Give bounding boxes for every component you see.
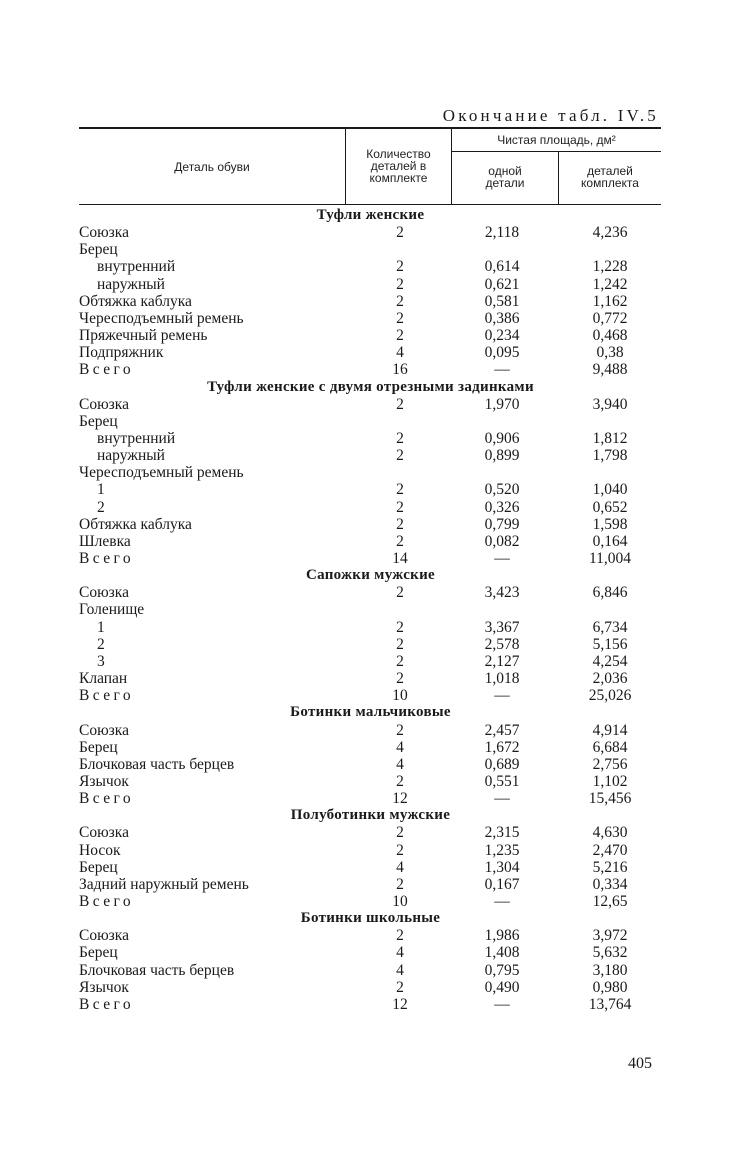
header-count-line-1: Количество [366,147,431,161]
section-heading-row [0,207,741,224]
quantity-cell: 2 [396,841,404,859]
area-set-cell: 1,040 [592,481,628,499]
area-set-cell: 6,734 [592,618,628,636]
area-one-part-cell: 1,970 [484,395,520,413]
part-name-cell: 3 [97,652,105,670]
table-row [0,842,741,859]
area-set-cell: 9,488 [592,361,628,379]
quantity-cell: 2 [396,584,404,602]
part-name-cell: Берец [79,858,118,876]
area-one-part-cell: 0,906 [484,429,520,447]
area-one-part-cell: — [494,687,510,705]
area-set-cell: 1,162 [592,292,628,310]
table-row [0,310,741,327]
table-row [0,859,741,876]
area-set-cell: 1,242 [592,275,628,293]
header-area-subrule [451,151,661,152]
quantity-cell: 2 [396,275,404,293]
area-set-cell: 1,798 [592,447,628,465]
table-row [0,773,741,790]
part-name-cell: Язычок [79,978,129,996]
part-name-cell: Берец [79,412,118,430]
header-count-line-2: деталей в [370,159,427,173]
table-row [0,739,741,756]
section-heading-row [0,567,741,584]
quantity-cell: 2 [396,515,404,533]
table-caption: Окончание табл. IV.5 [442,106,659,125]
area-set-cell: 2,470 [592,841,628,859]
area-set-cell: 1,812 [592,429,628,447]
table-row [0,722,741,739]
part-name-cell: Берец [79,944,118,962]
part-name-cell: Чересподъемный ремень [79,309,244,327]
table-row [0,413,741,430]
table-row [0,687,741,704]
area-one-part-cell: 0,082 [484,532,520,550]
section-title: Ботинки мальчиковые [290,704,451,721]
area-set-cell: 0,652 [592,498,628,516]
area-set-cell: 4,236 [592,224,628,242]
quantity-cell: 2 [396,447,404,465]
quantity-cell: 2 [396,395,404,413]
table-top-rule [79,127,661,129]
table-row [0,996,741,1013]
area-one-part-cell: 0,799 [484,515,520,533]
part-name-cell: 1 [97,481,105,499]
area-one-part-cell: 0,551 [484,772,520,790]
quantity-cell: 2 [396,721,404,739]
table-row [0,601,741,618]
table-row [0,756,741,773]
table-row [0,979,741,996]
quantity-cell: 2 [396,498,404,516]
table-row [0,499,741,516]
part-name-cell: Подпряжник [79,344,164,362]
part-name-cell: Носок [79,841,121,859]
part-name-cell: внутренний [97,258,176,276]
part-name-cell: Чересподъемный ремень [79,464,244,482]
header-set-line-2: комплекта [581,176,639,190]
part-name-cell: Союзка [79,927,129,945]
area-one-part-cell: 2,315 [484,824,520,842]
section-heading-row [0,704,741,721]
area-set-cell: 2,036 [592,670,628,687]
table-row [0,550,741,567]
quantity-cell: 12 [392,995,408,1013]
part-name-cell: Блочковая часть берцев [79,755,235,773]
area-set-cell: 6,684 [592,738,628,756]
quantity-cell: 2 [396,772,404,790]
quantity-cell: 2 [396,327,404,344]
part-name-cell: Всего [79,361,135,379]
header-one [452,165,558,189]
quantity-cell: 4 [396,961,404,979]
header-set-line-1: деталей [587,164,633,178]
table-row [0,619,741,636]
area-one-part-cell: 0,095 [484,344,520,362]
area-set-cell: 0,468 [592,327,628,344]
area-one-part-cell: — [494,790,510,808]
area-set-cell: 12,65 [592,893,628,910]
table-row [0,276,741,293]
quantity-cell: 10 [392,893,408,910]
area-one-part-cell: 0,621 [484,275,520,293]
quantity-cell: 2 [396,635,404,653]
area-set-cell: 1,102 [592,772,628,790]
header-bottom-rule [79,204,661,205]
part-name-cell: 2 [97,498,105,516]
part-name-cell: Обтяжка каблука [79,292,192,310]
part-name-cell: внутренний [97,429,176,447]
part-name-cell: Берец [79,738,118,756]
quantity-cell: 2 [396,875,404,893]
area-set-cell: 4,914 [592,721,628,739]
header-one-line-2: детали [485,176,525,190]
area-one-part-cell: 2,578 [484,635,520,653]
table-row [0,962,741,979]
section-heading-row [0,379,741,396]
table-row [0,293,741,310]
part-name-cell: Союзка [79,721,129,739]
quantity-cell: 16 [392,361,408,379]
area-one-part-cell: 3,367 [484,618,520,636]
area-set-cell: 5,156 [592,635,628,653]
table-row [0,876,741,893]
area-one-part-cell: 0,581 [484,292,520,310]
quantity-cell: 4 [396,738,404,756]
area-set-cell: 4,630 [592,824,628,842]
part-name-cell: Язычок [79,772,129,790]
area-one-part-cell: — [494,995,510,1013]
quantity-cell: 2 [396,652,404,670]
quantity-cell: 12 [392,790,408,808]
part-name-cell: Всего [79,790,135,808]
table-row [0,670,741,687]
area-set-cell: 0,164 [592,532,628,550]
quantity-cell: 2 [396,224,404,242]
area-set-cell: 4,254 [592,652,628,670]
area-set-cell: 3,940 [592,395,628,413]
header-area: Чистая площадь, дм² [497,133,616,147]
table-row [0,396,741,413]
area-set-cell: 11,004 [588,550,632,567]
area-one-part-cell: 0,689 [484,755,520,773]
table-row [0,824,741,841]
area-one-part-cell: 0,899 [484,447,520,465]
part-name-cell: Голенище [79,601,145,619]
quantity-cell: 4 [396,344,404,362]
table-row [0,533,741,550]
quantity-cell: 10 [392,687,408,705]
part-name-cell: Союзка [79,824,129,842]
area-one-part-cell: 2,127 [484,652,520,670]
quantity-cell: 2 [396,292,404,310]
area-one-part-cell: 1,018 [484,670,520,687]
table-row [0,893,741,910]
area-set-cell: 3,180 [592,961,628,979]
area-one-part-cell: 0,490 [484,978,520,996]
table-row [0,481,741,498]
quantity-cell: 2 [396,309,404,327]
table-row [0,927,741,944]
section-title: Сапожки мужские [305,567,436,584]
area-set-cell: 1,598 [592,515,628,533]
table-row [0,636,741,653]
header-part: Деталь обуви [174,160,250,174]
part-name-cell: Обтяжка каблука [79,515,192,533]
area-one-part-cell: — [494,893,510,910]
quantity-cell: 2 [396,978,404,996]
area-one-part-cell: 0,167 [484,875,520,893]
quantity-cell: 2 [396,824,404,842]
part-name-cell: Союзка [79,395,129,413]
part-name-cell: Всего [79,995,135,1013]
area-set-cell: 25,026 [588,687,632,705]
area-set-cell: 5,632 [592,944,628,962]
area-one-part-cell: 0,326 [484,498,520,516]
header-one-line-1: одной [488,164,522,178]
part-name-cell: Шлевка [79,532,131,550]
header-set [559,165,661,189]
quantity-cell: 4 [396,755,404,773]
area-one-part-cell: — [494,550,510,567]
table-row [0,241,741,258]
part-name-cell: Всего [79,893,135,910]
table-row [0,584,741,601]
area-set-cell: 0,334 [592,875,628,893]
part-name-cell: Берец [79,241,118,259]
section-title: Полуботинки мужские [290,807,451,824]
area-set-cell: 0,772 [592,309,628,327]
quantity-cell: 2 [396,258,404,276]
table-row [0,516,741,533]
area-one-part-cell: 0,795 [484,961,520,979]
table-row [0,430,741,447]
section-title: Туфли женские [316,207,425,223]
table-row [0,361,741,378]
area-set-cell: 0,980 [592,978,628,996]
area-one-part-cell: 1,304 [484,858,520,876]
quantity-cell: 2 [396,429,404,447]
part-name-cell: 2 [97,635,105,653]
area-set-cell: 2,756 [592,755,628,773]
table-row [0,258,741,275]
area-one-part-cell: 1,235 [484,841,520,859]
area-set-cell: 0,38 [596,344,624,362]
table-row [0,464,741,481]
part-name-cell: Союзка [79,224,129,242]
area-one-part-cell: 0,520 [484,481,520,499]
part-name-cell: Всего [79,550,135,567]
area-one-part-cell: — [494,361,510,379]
quantity-cell: 4 [396,944,404,962]
area-one-part-cell: 1,986 [484,927,520,945]
part-name-cell: наружный [97,447,165,465]
area-one-part-cell: 2,118 [484,224,520,242]
quantity-cell: 2 [396,618,404,636]
part-name-cell: наружный [97,275,165,293]
part-name-cell: Всего [79,687,135,705]
area-set-cell: 1,228 [592,258,628,276]
part-name-cell: Клапан [79,670,128,687]
section-heading-row [0,807,741,824]
part-name-cell: Задний наружный ремень [79,875,249,893]
section-title: Ботинки школьные [300,910,441,927]
quantity-cell: 2 [396,532,404,550]
area-set-cell: 5,216 [592,858,628,876]
area-one-part-cell: 2,457 [484,721,520,739]
quantity-cell: 2 [396,481,404,499]
part-name-cell: Союзка [79,584,129,602]
header-count [346,148,451,184]
part-name-cell: 1 [97,618,105,636]
section-title: Туфли женские с двумя отрезными задинками [207,378,534,395]
quantity-cell: 4 [396,858,404,876]
quantity-cell: 2 [396,927,404,945]
table-row [0,653,741,670]
area-set-cell: 3,972 [592,927,628,945]
table-row [0,224,741,241]
table-row [0,944,741,961]
quantity-cell: 14 [392,550,408,567]
header-count-line-3: комплекте [369,171,428,185]
area-set-cell: 6,846 [592,584,628,602]
part-name-cell: Пряжечный ремень [79,327,208,344]
table-row [0,790,741,807]
table-row [0,447,741,464]
page-number: 405 [628,1055,652,1072]
area-one-part-cell: 1,672 [484,738,520,756]
area-one-part-cell: 0,386 [484,309,520,327]
area-one-part-cell: 0,234 [484,327,520,344]
area-set-cell: 15,456 [588,790,632,808]
area-one-part-cell: 0,614 [484,258,520,276]
quantity-cell: 2 [396,670,404,687]
table-row [0,344,741,361]
area-one-part-cell: 1,408 [484,944,520,962]
part-name-cell: Блочковая часть берцев [79,961,235,979]
area-one-part-cell: 3,423 [484,584,520,602]
table-row [0,327,741,344]
area-set-cell: 13,764 [588,995,632,1013]
section-heading-row [0,910,741,927]
